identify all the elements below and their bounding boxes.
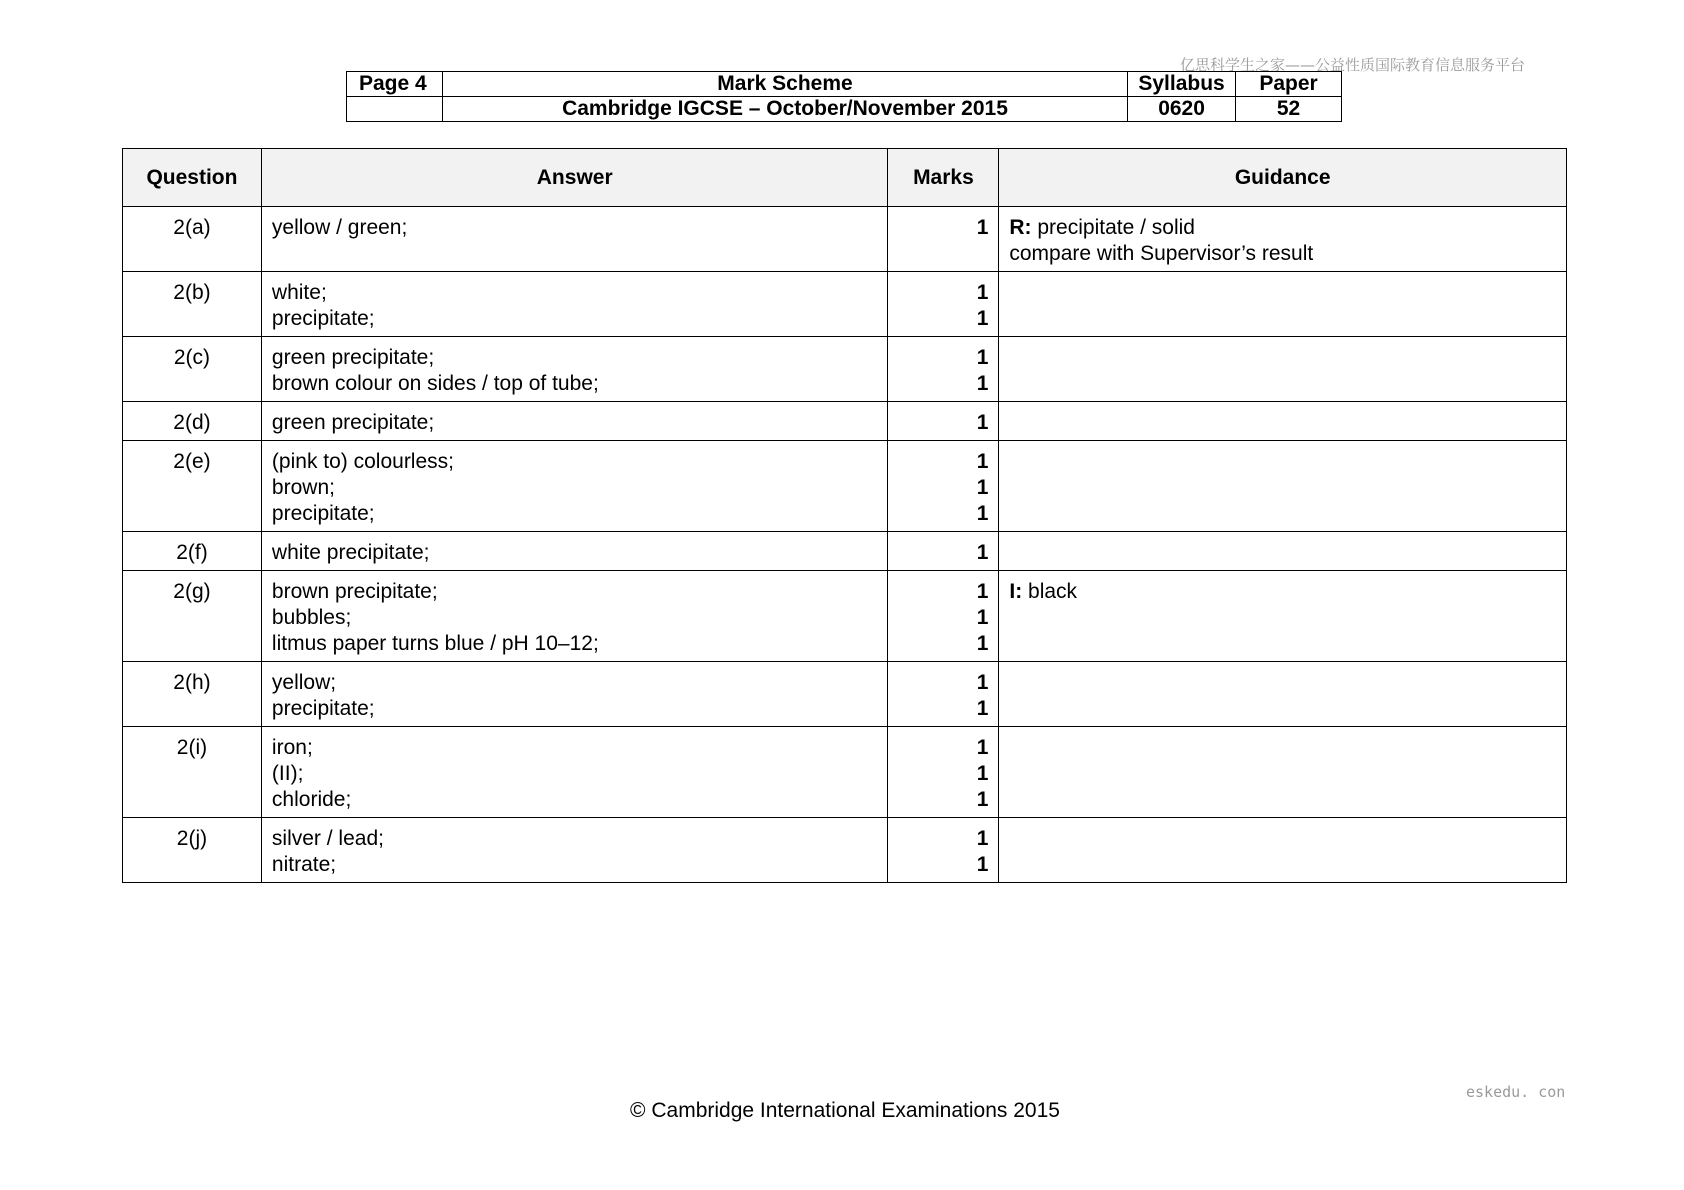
answer-cell [261, 571, 888, 662]
syllabus-label: Syllabus [1128, 72, 1236, 97]
table-row [123, 441, 1567, 532]
answer-line: (II); [271, 762, 304, 785]
guidance-line [1009, 215, 1556, 241]
answer-line: iron; [271, 736, 313, 759]
answer-cell [261, 662, 888, 727]
page-number: Page 4 [347, 72, 443, 97]
watermark-bottom: eskedu. con [1466, 1083, 1566, 1101]
guidance-prefix: R: [1009, 216, 1032, 239]
answer-cell [261, 272, 888, 337]
question-number: 2(d) [123, 402, 262, 441]
table-row [123, 207, 1567, 272]
question-number: 2(b) [123, 272, 262, 337]
mark-value: 1 [976, 580, 989, 603]
answer-line: green precipitate; [271, 346, 435, 369]
mark-value: 1 [976, 827, 989, 850]
guidance-line [1009, 241, 1556, 267]
guidance-cell [999, 727, 1567, 818]
question-number: 2(a) [123, 207, 262, 272]
table-row [123, 727, 1567, 818]
document-title: Mark Scheme [442, 72, 1127, 97]
empty-cell [347, 97, 443, 122]
mark-value: 1 [976, 216, 989, 239]
table-row [123, 337, 1567, 402]
answer-line: brown precipitate; [271, 580, 438, 603]
table-row [123, 662, 1567, 727]
mark-value: 1 [976, 281, 989, 304]
column-header-guidance: Guidance [999, 149, 1567, 207]
marks-cell [888, 272, 999, 337]
answer-line: green precipitate; [271, 411, 435, 434]
guidance-cell [999, 272, 1567, 337]
table-row [123, 818, 1567, 883]
guidance-cell [999, 818, 1567, 883]
answer-cell [261, 727, 888, 818]
mark-value: 1 [976, 671, 989, 694]
mark-value: 1 [976, 502, 989, 525]
copyright-footer: © Cambridge International Examinations 2015 [630, 1099, 1060, 1122]
mark-value: 1 [976, 307, 989, 330]
guidance-cell [999, 402, 1567, 441]
mark-value: 1 [976, 606, 989, 629]
answer-line: nitrate; [271, 853, 337, 876]
question-number: 2(c) [123, 337, 262, 402]
mark-value: 1 [976, 762, 989, 785]
question-number: 2(e) [123, 441, 262, 532]
answer-cell [261, 207, 888, 272]
answer-line: precipitate; [271, 502, 375, 525]
question-number: 2(h) [123, 662, 262, 727]
guidance-cell [999, 662, 1567, 727]
answer-line: precipitate; [271, 307, 375, 330]
question-number: 2(g) [123, 571, 262, 662]
exam-name: Cambridge IGCSE – October/November 2015 [442, 97, 1127, 122]
answer-cell [261, 337, 888, 402]
answer-cell [261, 818, 888, 883]
answer-line: brown colour on sides / top of tube; [271, 372, 599, 395]
mark-value: 1 [976, 697, 989, 720]
marks-cell [888, 337, 999, 402]
mark-value: 1 [976, 411, 989, 434]
table-row [123, 532, 1567, 571]
mark-value: 1 [976, 853, 989, 876]
watermark-top: 亿思科学生之家——公益性质国际教育信息服务平台 [1180, 56, 1526, 74]
answer-line: white; [271, 281, 327, 304]
mark-value: 1 [976, 632, 989, 655]
mark-value: 1 [976, 372, 989, 395]
table-row [123, 402, 1567, 441]
answer-line: white precipitate; [271, 541, 430, 564]
guidance-cell [999, 207, 1567, 272]
marks-cell [888, 207, 999, 272]
guidance-cell [999, 571, 1567, 662]
paper-number: 52 [1236, 97, 1342, 122]
table-row [123, 571, 1567, 662]
syllabus-code: 0620 [1128, 97, 1236, 122]
marks-cell [888, 662, 999, 727]
mark-value: 1 [976, 476, 989, 499]
answer-cell [261, 441, 888, 532]
question-number: 2(i) [123, 727, 262, 818]
table-row [123, 272, 1567, 337]
question-number: 2(j) [123, 818, 262, 883]
answer-cell [261, 402, 888, 441]
answer-line: litmus paper turns blue / pH 10–12; [271, 632, 599, 655]
guidance-cell [999, 441, 1567, 532]
answer-line: silver / lead; [271, 827, 384, 850]
column-header-question: Question [123, 149, 262, 207]
mark-value: 1 [976, 450, 989, 473]
mark-value: 1 [976, 541, 989, 564]
table-body [123, 207, 1567, 883]
answer-line: bubbles; [271, 606, 352, 629]
answer-line: yellow / green; [271, 216, 408, 239]
guidance-prefix: I: [1009, 580, 1023, 603]
marks-cell [888, 441, 999, 532]
mark-value: 1 [976, 736, 989, 759]
marks-cell [888, 532, 999, 571]
guidance-text: black [1022, 580, 1078, 603]
mark-value: 1 [976, 346, 989, 369]
guidance-text: precipitate / solid [1031, 216, 1195, 239]
guidance-cell [999, 337, 1567, 402]
question-number: 2(f) [123, 532, 262, 571]
table-header-row [123, 149, 1567, 207]
mark-value: 1 [976, 788, 989, 811]
answer-line: brown; [271, 476, 335, 499]
answer-cell [261, 532, 888, 571]
answer-line: (pink to) colourless; [271, 450, 454, 473]
marks-cell [888, 818, 999, 883]
marks-cell [888, 402, 999, 441]
answer-line: chloride; [271, 788, 352, 811]
guidance-cell [999, 532, 1567, 571]
header-table [346, 71, 1342, 122]
answer-line: yellow; [271, 671, 337, 694]
column-header-answer: Answer [261, 149, 888, 207]
marks-cell [888, 571, 999, 662]
answer-line: precipitate; [271, 697, 375, 720]
paper-label: Paper [1236, 72, 1342, 97]
guidance-line [1009, 579, 1556, 605]
column-header-marks: Marks [888, 149, 999, 207]
guidance-text: compare with Supervisor’s result [1009, 242, 1314, 265]
mark-scheme-table [122, 148, 1567, 883]
marks-cell [888, 727, 999, 818]
